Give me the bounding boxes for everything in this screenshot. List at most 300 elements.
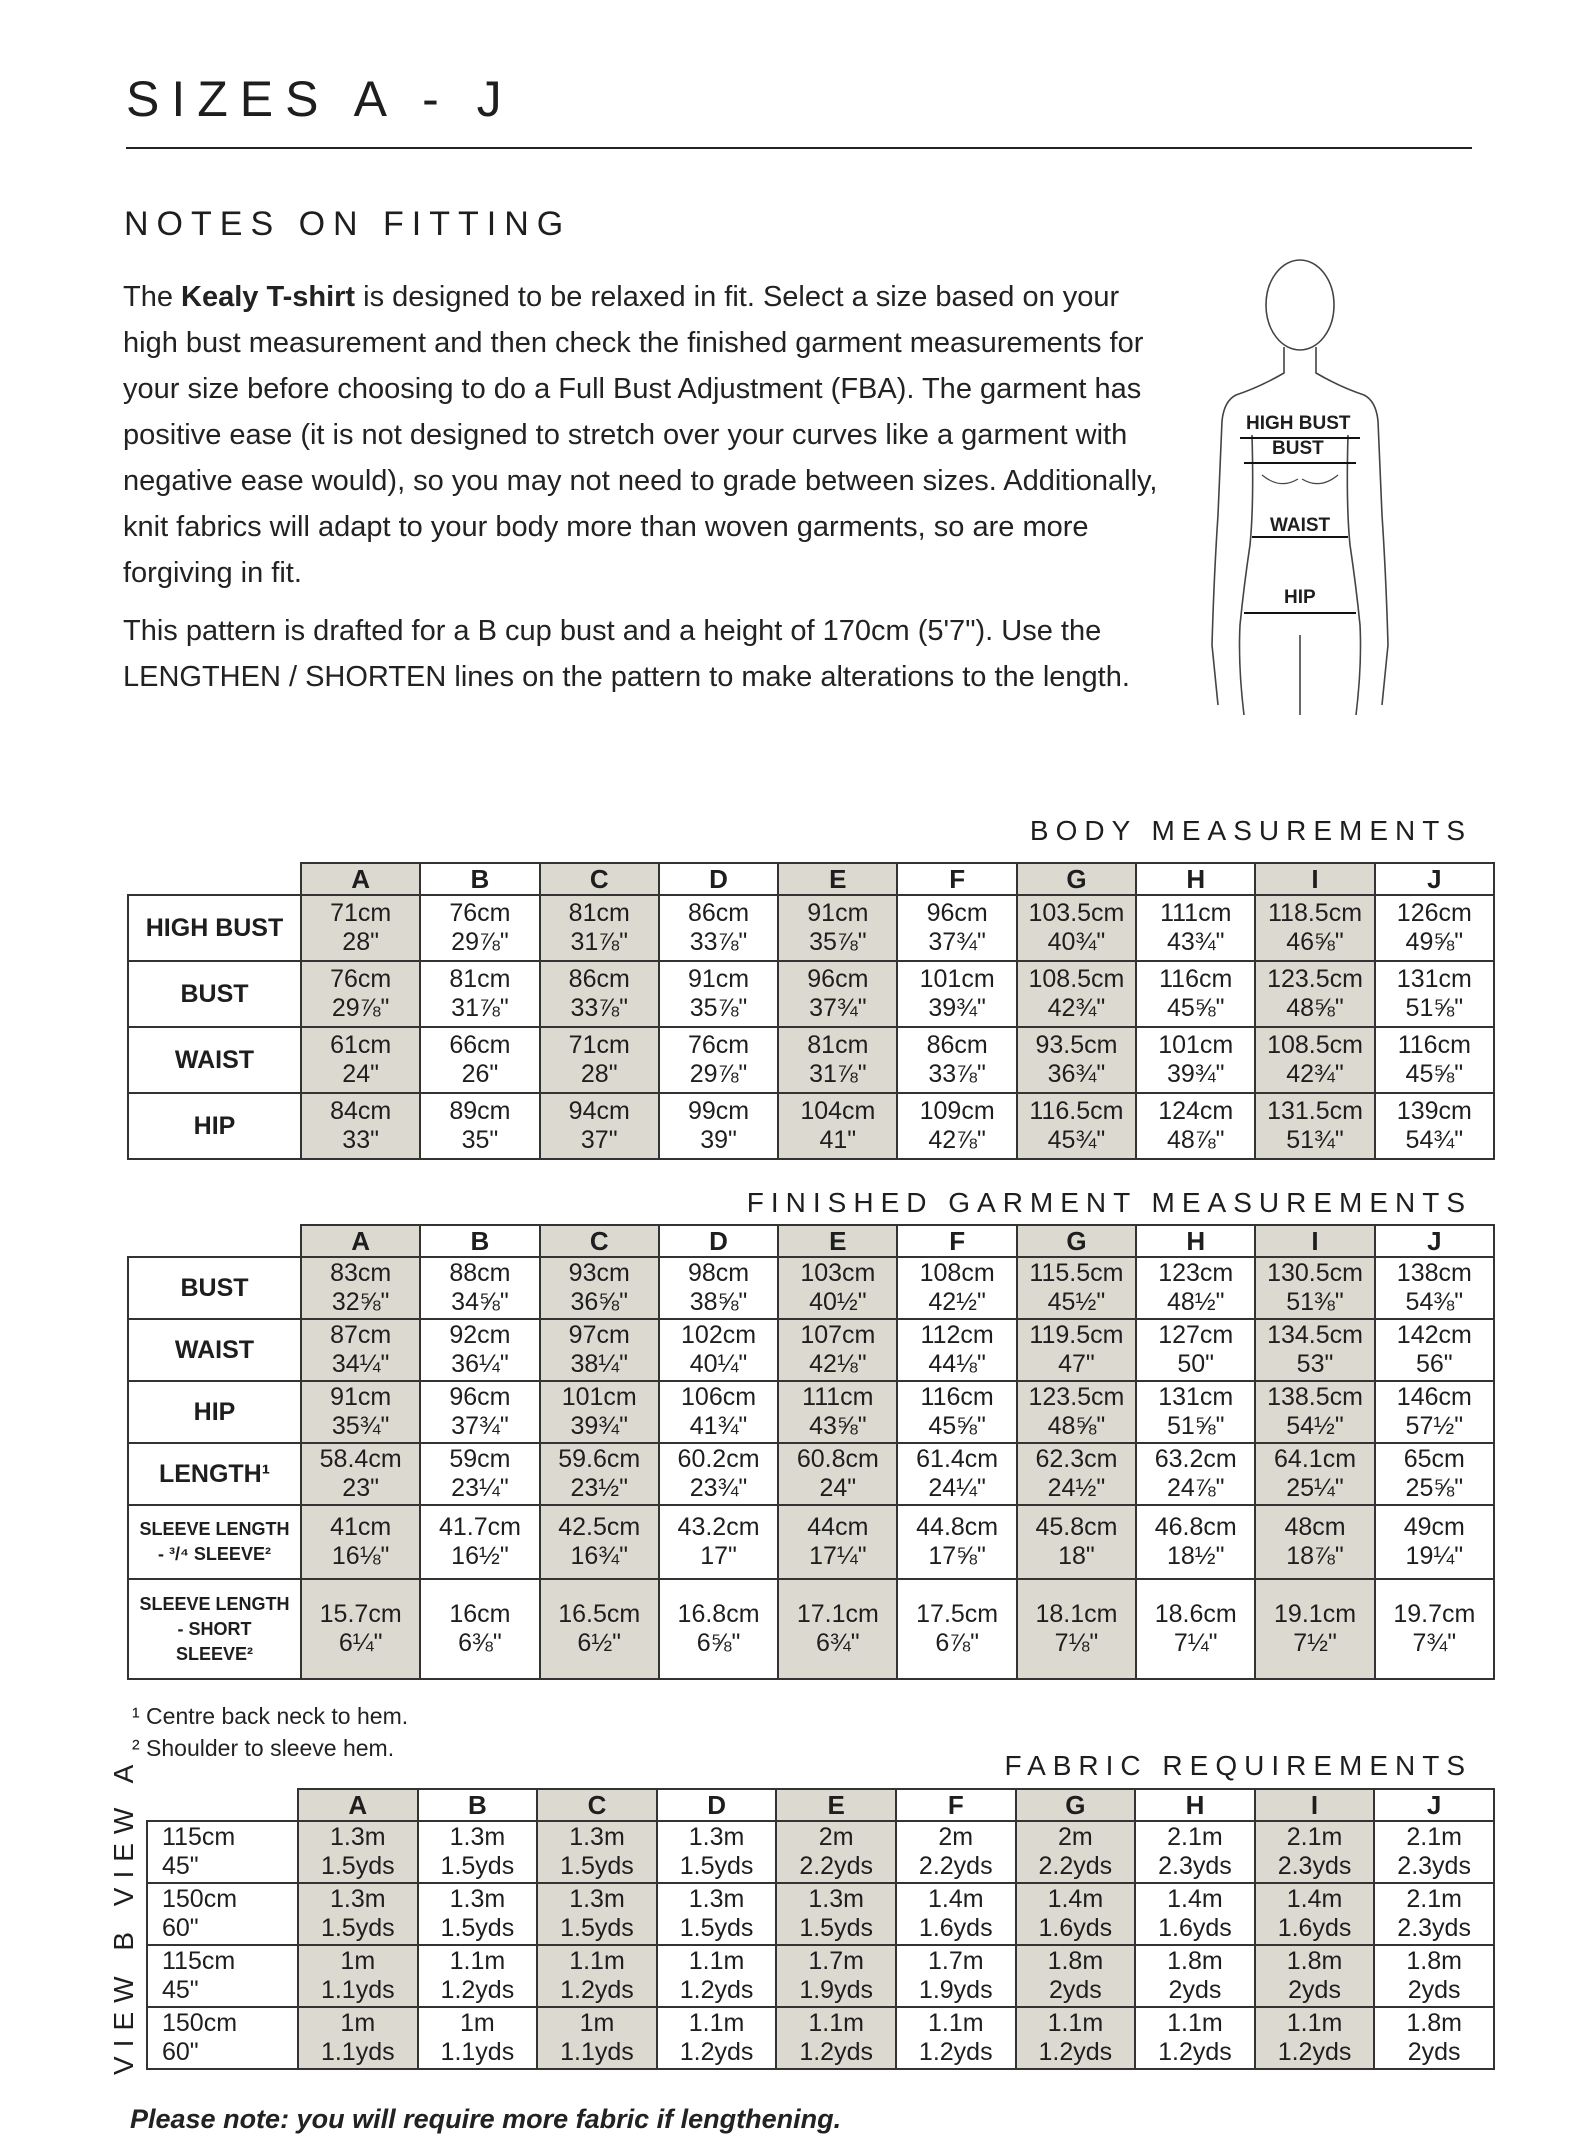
value-primary: 1.4m — [1167, 1885, 1223, 1913]
value-primary: 116cm — [1159, 965, 1233, 993]
body-measurements-table — [127, 862, 1495, 1160]
value-primary: 71cm — [330, 899, 392, 927]
measurement-cell — [420, 1579, 539, 1679]
measurement-cell — [420, 961, 539, 1027]
measurement-cell — [1375, 1027, 1494, 1093]
value-primary: 116cm — [920, 1383, 994, 1411]
fabric-width-line: 115cm — [162, 1947, 236, 1975]
figure-label-waist: WAIST — [1270, 515, 1331, 536]
measurement-cell — [896, 1945, 1016, 2007]
size-header: B — [420, 863, 539, 895]
value-secondary: 1.5yds — [440, 1852, 515, 1880]
measurement-cell — [1375, 1093, 1494, 1159]
value-primary: 91cm — [687, 965, 750, 993]
figure-label-hip: HIP — [1284, 587, 1316, 608]
table-row — [128, 895, 1494, 961]
value-secondary: 40¼" — [689, 1350, 748, 1378]
measurement-cell — [1255, 1257, 1374, 1319]
value-secondary: 17" — [700, 1542, 737, 1570]
value-primary: 1.1m — [927, 2009, 984, 2037]
table-row — [147, 2007, 1494, 2069]
value-secondary: 37¾" — [451, 1412, 509, 1440]
measurement-cell — [897, 1319, 1016, 1381]
body-measurements-heading: BODY MEASUREMENTS — [1029, 815, 1472, 846]
measurement-cell — [1016, 1945, 1136, 2007]
value-primary: 16.8cm — [677, 1600, 760, 1628]
measurement-cell — [659, 1579, 778, 1679]
value-secondary: 1.2yds — [1038, 2038, 1113, 2066]
value-primary: 1m — [579, 2009, 615, 2037]
value-secondary: 1.5yds — [440, 1914, 515, 1942]
value-secondary: 6⅞" — [935, 1629, 979, 1657]
measurement-cell — [659, 1093, 778, 1159]
measurement-cell — [298, 1883, 418, 1945]
value-primary: 108cm — [919, 1259, 995, 1287]
value-primary: 60.8cm — [796, 1445, 879, 1473]
value-secondary: 1.1yds — [320, 1976, 395, 2004]
size-header: I — [1255, 1225, 1374, 1257]
value-primary: 86cm — [926, 1031, 988, 1059]
measurement-cell — [1017, 1319, 1136, 1381]
value-primary: 18.1cm — [1035, 1600, 1118, 1628]
value-secondary: 53" — [1296, 1350, 1334, 1378]
value-secondary: 34⅝" — [451, 1288, 509, 1316]
table-row — [128, 961, 1494, 1027]
value-secondary: 1.6yds — [1158, 1914, 1232, 1942]
measurement-cell — [1017, 1257, 1136, 1319]
row-label: LENGTH¹ — [128, 1443, 301, 1505]
measurement-cell — [1375, 1579, 1494, 1679]
value-secondary: 1.6yds — [1277, 1914, 1352, 1942]
measurement-cell — [1135, 2007, 1255, 2069]
measurement-cell — [1016, 2007, 1136, 2069]
fabric-width-line: 150cm — [162, 1885, 238, 1913]
value-secondary: 2.2yds — [918, 1852, 993, 1880]
measurement-cell — [1136, 1579, 1255, 1679]
value-primary: 98cm — [687, 1259, 750, 1287]
measurement-cell — [537, 1945, 657, 2007]
value-primary: 138.5cm — [1267, 1383, 1363, 1411]
value-secondary: 45⅝" — [1405, 1060, 1464, 1088]
value-primary: 65cm — [1403, 1445, 1465, 1473]
measurement-cell — [1255, 1027, 1374, 1093]
value-primary: 58.4cm — [319, 1445, 402, 1473]
value-primary: 96cm — [449, 1383, 511, 1411]
value-secondary: 40½" — [809, 1288, 867, 1316]
fabric-note: Please note: you will require more fabric if lengthening. — [130, 2104, 842, 2134]
value-primary: 76cm — [687, 1031, 750, 1059]
value-secondary: 17¼" — [809, 1542, 867, 1570]
row-label-line: - SHORT — [177, 1618, 252, 1639]
value-primary: 102cm — [681, 1321, 757, 1349]
measurement-cell — [778, 1579, 897, 1679]
value-secondary: 7⅛" — [1054, 1629, 1099, 1657]
value-primary: 17.1cm — [796, 1600, 879, 1628]
value-primary: 66cm — [449, 1031, 511, 1059]
measurement-cell — [298, 1821, 418, 1883]
measurement-cell — [1375, 1505, 1494, 1579]
value-primary: 1m — [460, 2009, 495, 2037]
row-label-line: SLEEVE LENGTH — [139, 1593, 290, 1614]
row-label: HIP — [128, 1093, 301, 1159]
value-primary: 81cm — [807, 1031, 869, 1059]
measurement-cell — [418, 2007, 538, 2069]
value-secondary: 7¼" — [1173, 1629, 1218, 1657]
table-row — [128, 1505, 1494, 1579]
value-primary: 2m — [1057, 1823, 1093, 1851]
size-header: E — [776, 1789, 896, 1821]
value-primary: 45.8cm — [1035, 1513, 1118, 1541]
measurement-cell — [657, 1883, 777, 1945]
value-primary: 1.1m — [1047, 2009, 1104, 2037]
value-primary: 1.1m — [449, 1947, 506, 1975]
value-secondary: 24" — [819, 1474, 857, 1502]
row-label — [128, 1505, 301, 1579]
measurement-cell — [897, 1093, 1016, 1159]
size-header: A — [298, 1789, 418, 1821]
value-secondary: 1.5yds — [679, 1852, 754, 1880]
value-secondary: 1.2yds — [799, 2038, 873, 2066]
size-header: G — [1017, 1225, 1136, 1257]
measurement-cell — [897, 1381, 1016, 1443]
size-header: G — [1016, 1789, 1136, 1821]
value-primary: 1.7m — [927, 1947, 984, 1975]
value-secondary: 29⅞" — [689, 1060, 748, 1088]
size-header: D — [659, 1225, 778, 1257]
value-primary: 124cm — [1158, 1097, 1234, 1125]
size-header: F — [897, 863, 1016, 895]
value-secondary: 54½" — [1286, 1412, 1344, 1440]
measurement-cell — [420, 1319, 539, 1381]
measurement-cell — [540, 1443, 659, 1505]
value-primary: 1.3m — [569, 1885, 625, 1913]
value-secondary: 1.5yds — [320, 1852, 395, 1880]
value-primary: 41.7cm — [438, 1513, 521, 1541]
value-primary: 103.5cm — [1028, 899, 1125, 927]
value-secondary: 35" — [461, 1126, 499, 1154]
value-secondary: 36⅝" — [570, 1288, 629, 1316]
product-name: Kealy T-shirt — [181, 281, 356, 313]
value-secondary: 42⅞" — [928, 1126, 986, 1154]
value-secondary: 39" — [700, 1126, 737, 1154]
value-secondary: 16⅛" — [331, 1542, 390, 1570]
value-secondary: 28" — [580, 1060, 618, 1088]
measurement-cell — [1375, 1257, 1494, 1319]
fabric-requirements-heading: FABRIC REQUIREMENTS — [1004, 1750, 1472, 1781]
measurement-cell — [776, 1945, 896, 2007]
measurement-cell — [540, 961, 659, 1027]
measurement-cell — [1255, 1821, 1375, 1883]
size-header: F — [897, 1225, 1016, 1257]
value-secondary: 2yds — [1048, 1976, 1102, 2004]
value-secondary: 2.3yds — [1397, 1914, 1471, 1942]
value-primary: 61cm — [330, 1031, 392, 1059]
fabric-width-label — [147, 1945, 298, 2007]
value-secondary: 45½" — [1047, 1288, 1106, 1316]
measurement-cell — [1255, 2007, 1375, 2069]
figure-label-bust: BUST — [1272, 438, 1324, 459]
value-secondary: 1.1yds — [560, 2038, 634, 2066]
value-secondary: 51⅜" — [1286, 1288, 1344, 1316]
value-secondary: 25⅝" — [1405, 1474, 1464, 1502]
value-secondary: 23" — [342, 1474, 379, 1502]
value-primary: 59cm — [449, 1445, 511, 1473]
view-side-label: VIEW B VIEW A — [108, 1755, 139, 2075]
value-primary: 15.7cm — [319, 1600, 402, 1628]
value-primary: 123.5cm — [1028, 1383, 1125, 1411]
value-primary: 1.3m — [808, 1885, 864, 1913]
value-primary: 131cm — [1158, 1383, 1234, 1411]
measurement-cell — [1374, 1821, 1494, 1883]
value-secondary: 2.2yds — [799, 1852, 873, 1880]
value-secondary: 45⅝" — [928, 1412, 986, 1440]
measurement-cell — [1136, 895, 1255, 961]
value-primary: 116cm — [1397, 1031, 1471, 1059]
measurement-cell — [1255, 1579, 1374, 1679]
measurement-cell — [298, 2007, 418, 2069]
table-row — [128, 1443, 1494, 1505]
value-secondary: 35¾" — [331, 1412, 390, 1440]
measurement-cell — [897, 1579, 1016, 1679]
measurement-cell — [1375, 1381, 1494, 1443]
size-header: A — [301, 863, 420, 895]
measurement-cell — [776, 1883, 896, 1945]
measurement-cell — [1017, 1505, 1136, 1579]
value-primary: 1.3m — [330, 1885, 386, 1913]
value-secondary: 2yds — [1168, 1976, 1222, 2004]
table-row — [147, 1883, 1494, 1945]
value-secondary: 39¾" — [928, 994, 986, 1022]
value-secondary: 47" — [1058, 1350, 1095, 1378]
value-primary: 139cm — [1396, 1097, 1472, 1125]
measurement-cell — [778, 1093, 897, 1159]
value-primary: 59.6cm — [558, 1445, 641, 1473]
size-header: I — [1255, 863, 1374, 895]
table-row — [128, 1093, 1494, 1159]
measurement-cell — [657, 2007, 777, 2069]
measurement-cell — [420, 1257, 539, 1319]
measurement-cell — [1017, 895, 1136, 961]
value-primary: 112cm — [920, 1321, 994, 1349]
measurement-cell — [298, 1945, 418, 2007]
value-secondary: 42⅛" — [809, 1350, 867, 1378]
value-secondary: 1.2yds — [1158, 2038, 1232, 2066]
value-primary: 101cm — [919, 965, 995, 993]
value-primary: 76cm — [449, 899, 511, 927]
measurement-cell — [1374, 1945, 1494, 2007]
size-header: D — [659, 863, 778, 895]
measurement-cell — [1136, 1027, 1255, 1093]
size-header: G — [1017, 863, 1136, 895]
value-primary: 76cm — [330, 965, 392, 993]
row-label: HIP — [128, 1381, 301, 1443]
value-primary: 60.2cm — [677, 1445, 760, 1473]
measurement-cell — [301, 1027, 420, 1093]
measurement-cell — [1375, 895, 1494, 961]
size-header: J — [1375, 1225, 1494, 1257]
value-secondary: 31⅞" — [570, 928, 629, 956]
measurement-cell — [1135, 1945, 1255, 2007]
value-primary: 19.1cm — [1274, 1600, 1357, 1628]
measurement-cell — [897, 1443, 1016, 1505]
measurement-cell — [1255, 961, 1374, 1027]
value-secondary: 7¾" — [1412, 1629, 1457, 1657]
measurement-cell — [778, 1257, 897, 1319]
value-secondary: 1.1yds — [320, 2038, 395, 2066]
footnote-length: ¹ Centre back neck to hem. — [132, 1703, 409, 1729]
value-secondary: 34¼" — [331, 1350, 390, 1378]
value-primary: 96cm — [807, 965, 869, 993]
title-divider — [126, 147, 1472, 149]
value-secondary: 29⅞" — [451, 928, 509, 956]
measurement-cell — [540, 1027, 659, 1093]
value-primary: 96cm — [926, 899, 988, 927]
value-primary: 1.3m — [449, 1823, 506, 1851]
measurement-cell — [1375, 1443, 1494, 1505]
value-secondary: 51¾" — [1286, 1126, 1344, 1154]
measurement-cell — [897, 1027, 1016, 1093]
value-secondary: 32⅝" — [331, 1288, 390, 1316]
value-secondary: 2.3yds — [1277, 1852, 1352, 1880]
value-primary: 142cm — [1396, 1321, 1472, 1349]
value-primary: 62.3cm — [1035, 1445, 1118, 1473]
measurement-cell — [301, 1443, 420, 1505]
value-primary: 123cm — [1158, 1259, 1234, 1287]
value-primary: 1.1m — [688, 2009, 745, 2037]
value-primary: 1.4m — [1047, 1885, 1104, 1913]
value-primary: 41cm — [330, 1513, 392, 1541]
value-primary: 106cm — [681, 1383, 757, 1411]
measurement-cell — [301, 1579, 420, 1679]
value-primary: 103cm — [800, 1259, 876, 1287]
measurement-cell — [1017, 1093, 1136, 1159]
measurement-cell — [778, 1443, 897, 1505]
value-secondary: 42¾" — [1047, 994, 1106, 1022]
value-secondary: 33⅞" — [928, 1060, 986, 1088]
measurement-cell — [1374, 1883, 1494, 1945]
value-primary: 17.5cm — [916, 1600, 999, 1628]
value-secondary: 24⅞" — [1166, 1474, 1225, 1502]
value-primary: 1.7m — [808, 1947, 864, 1975]
measurement-cell — [1136, 1381, 1255, 1443]
value-secondary: 45¾" — [1047, 1126, 1106, 1154]
value-primary: 1.8m — [1047, 1947, 1104, 1975]
measurement-cell — [420, 1381, 539, 1443]
value-secondary: 33" — [342, 1126, 379, 1154]
size-header: J — [1374, 1789, 1494, 1821]
value-primary: 93.5cm — [1035, 1031, 1118, 1059]
measurement-cell — [659, 1505, 778, 1579]
value-primary: 43.2cm — [677, 1513, 760, 1541]
size-header: B — [418, 1789, 538, 1821]
value-secondary: 44⅛" — [928, 1350, 986, 1378]
measurement-cell — [301, 1381, 420, 1443]
fabric-requirements-table — [146, 1788, 1495, 2070]
finished-measurements-heading: FINISHED GARMENT MEASUREMENTS — [746, 1187, 1472, 1218]
measurement-cell — [1135, 1821, 1255, 1883]
measurement-cell — [896, 1883, 1016, 1945]
measurement-cell — [778, 1381, 897, 1443]
value-secondary: 38⅝" — [689, 1288, 748, 1316]
value-secondary: 18⅞" — [1286, 1542, 1344, 1570]
value-primary: 108.5cm — [1267, 1031, 1363, 1059]
value-secondary: 31⅞" — [451, 994, 509, 1022]
value-secondary: 33⅞" — [689, 928, 748, 956]
table-row — [147, 1821, 1494, 1883]
footnote-sleeve: ² Shoulder to sleeve hem. — [132, 1735, 395, 1761]
measurement-cell — [540, 895, 659, 961]
value-secondary: 56" — [1415, 1350, 1453, 1378]
value-secondary: 2yds — [1288, 1976, 1341, 2004]
measurement-cell — [1016, 1821, 1136, 1883]
value-primary: 127cm — [1158, 1321, 1234, 1349]
value-secondary: 1.1yds — [440, 2038, 515, 2066]
drafting-paragraph: This pattern is drafted for a B cup bust and a height of 170cm (5'7"). Use the LENGTHEN / SHORTEN lines on the pattern to make alterations to the length. — [123, 615, 1130, 693]
row-label — [128, 1579, 301, 1679]
value-primary: 130.5cm — [1267, 1259, 1363, 1287]
measurement-cell — [659, 1381, 778, 1443]
value-primary: 63.2cm — [1154, 1445, 1237, 1473]
value-secondary: 23¼" — [451, 1474, 509, 1502]
value-primary: 89cm — [449, 1097, 511, 1125]
value-primary: 1.1m — [569, 1947, 625, 1975]
value-primary: 119.5cm — [1029, 1321, 1124, 1349]
value-primary: 108.5cm — [1028, 965, 1125, 993]
body-figure — [1200, 245, 1400, 715]
value-secondary: 46⅝" — [1286, 928, 1344, 956]
value-secondary: 50" — [1177, 1350, 1215, 1378]
value-primary: 87cm — [330, 1321, 392, 1349]
value-secondary: 49⅝" — [1405, 928, 1464, 956]
value-secondary: 48½" — [1166, 1288, 1225, 1316]
fabric-width-label — [147, 2007, 298, 2069]
value-primary: 134.5cm — [1267, 1321, 1363, 1349]
value-primary: 109cm — [919, 1097, 995, 1125]
size-header: H — [1136, 863, 1255, 895]
measurement-cell — [301, 961, 420, 1027]
value-primary: 1.4m — [1286, 1885, 1343, 1913]
measurement-cell — [540, 1093, 659, 1159]
value-secondary: 24" — [342, 1060, 379, 1088]
value-secondary: 1.5yds — [560, 1852, 634, 1880]
value-primary: 1.3m — [688, 1885, 745, 1913]
row-label: WAIST — [128, 1027, 301, 1093]
measurement-cell — [659, 1443, 778, 1505]
value-primary: 123.5cm — [1267, 965, 1363, 993]
table-row — [128, 1319, 1494, 1381]
measurement-cell — [1017, 1381, 1136, 1443]
size-header: E — [778, 863, 897, 895]
value-secondary: 17⅝" — [928, 1542, 986, 1570]
measurement-cell — [1017, 961, 1136, 1027]
measurement-cell — [1136, 961, 1255, 1027]
value-primary: 1.8m — [1406, 1947, 1462, 1975]
measurement-cell — [420, 895, 539, 961]
fabric-width-line: 60" — [162, 2038, 199, 2066]
value-secondary: 24½" — [1047, 1474, 1106, 1502]
measurement-cell — [1255, 1093, 1374, 1159]
value-primary: 1.1m — [688, 1947, 745, 1975]
value-secondary: 41" — [819, 1126, 857, 1154]
value-secondary: 19¼" — [1405, 1542, 1464, 1570]
value-primary: 1.8m — [1167, 1947, 1223, 1975]
value-primary: 126cm — [1396, 899, 1472, 927]
measurement-cell — [1255, 1945, 1375, 2007]
value-secondary: 18" — [1058, 1542, 1095, 1570]
value-secondary: 1.5yds — [560, 1914, 634, 1942]
size-header: D — [657, 1789, 777, 1821]
para1-post: is designed to be relaxed in fit. Select a size based on your high bust measurement and then check the finished garment measurements for your size before choosing to do a Full Bust Adjustment (FBA). The garment has positive ease (it is not designed to stretch over your curves like a garment with negative ease would), so you may not need to grade between sizes. Additionally, knit fabrics will adapt to your body more than woven garments, so are more forgiving in fit. — [123, 281, 1158, 589]
